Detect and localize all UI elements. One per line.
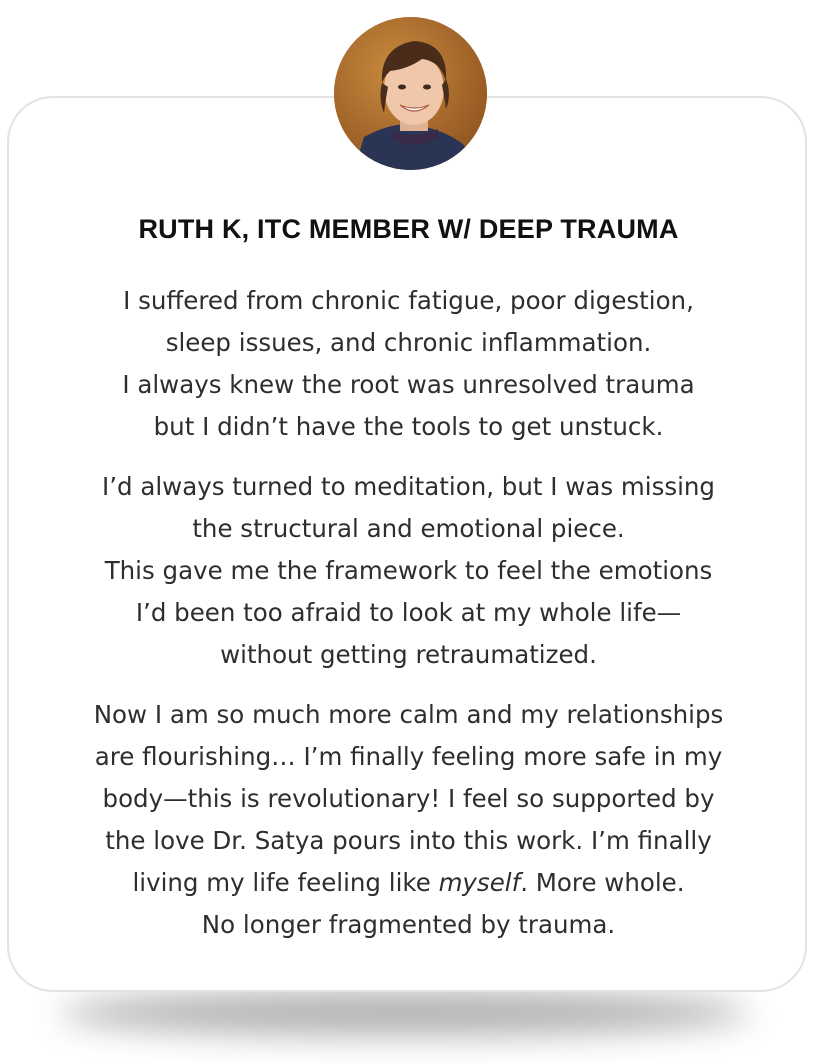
card-shadow (60, 990, 750, 1036)
testimonial-paragraph-1 (40, 280, 777, 448)
line-5-after: . More whole. (520, 868, 685, 897)
paragraph-3-line-1: Now I am so much more calm and my relationships (93, 700, 724, 729)
testimonial-author-heading: RUTH K, ITC MEMBER W/ DEEP TRAUMA (138, 214, 679, 244)
testimonial-paragraph-3 (40, 694, 777, 946)
paragraph-3-line-5 (40, 862, 777, 904)
paragraph-1-line-2: sleep issues, and chronic inflammation. (165, 328, 652, 357)
paragraph-3-line-6: No longer fragmented by trauma. (201, 910, 616, 939)
testimonial-paragraph-2 (40, 466, 777, 676)
paragraph-2-line-3: This gave me the framework to feel the emotions (104, 556, 713, 585)
avatar-photo (334, 17, 487, 170)
paragraph-1-line-3: I always knew the root was unresolved trauma (122, 370, 695, 399)
paragraph-1-line-1: I suffered from chronic fatigue, poor digestion, (123, 286, 694, 315)
paragraph-1-line-4: but I didn’t have the tools to get unstuck. (153, 412, 664, 441)
avatar (334, 17, 487, 170)
paragraph-2-line-5: without getting retraumatized. (220, 640, 597, 669)
line-5-before: living my life feeling like (132, 868, 439, 897)
paragraph-2-line-2: the structural and emotional piece. (192, 514, 625, 543)
paragraph-3-line-2: are flourishing… I’m finally feeling more safe in my (94, 742, 723, 771)
paragraph-2-line-4: I’d been too afraid to look at my whole life— (135, 598, 682, 627)
paragraph-3-line-4: the love Dr. Satya pours into this work. I’m finally (105, 826, 712, 855)
line-5-emphasis: myself (438, 868, 521, 897)
paragraph-3-line-3: body—this is revolutionary! I feel so supported by (102, 784, 715, 813)
paragraph-2-line-1: I’d always turned to meditation, but I was missing (102, 472, 715, 501)
